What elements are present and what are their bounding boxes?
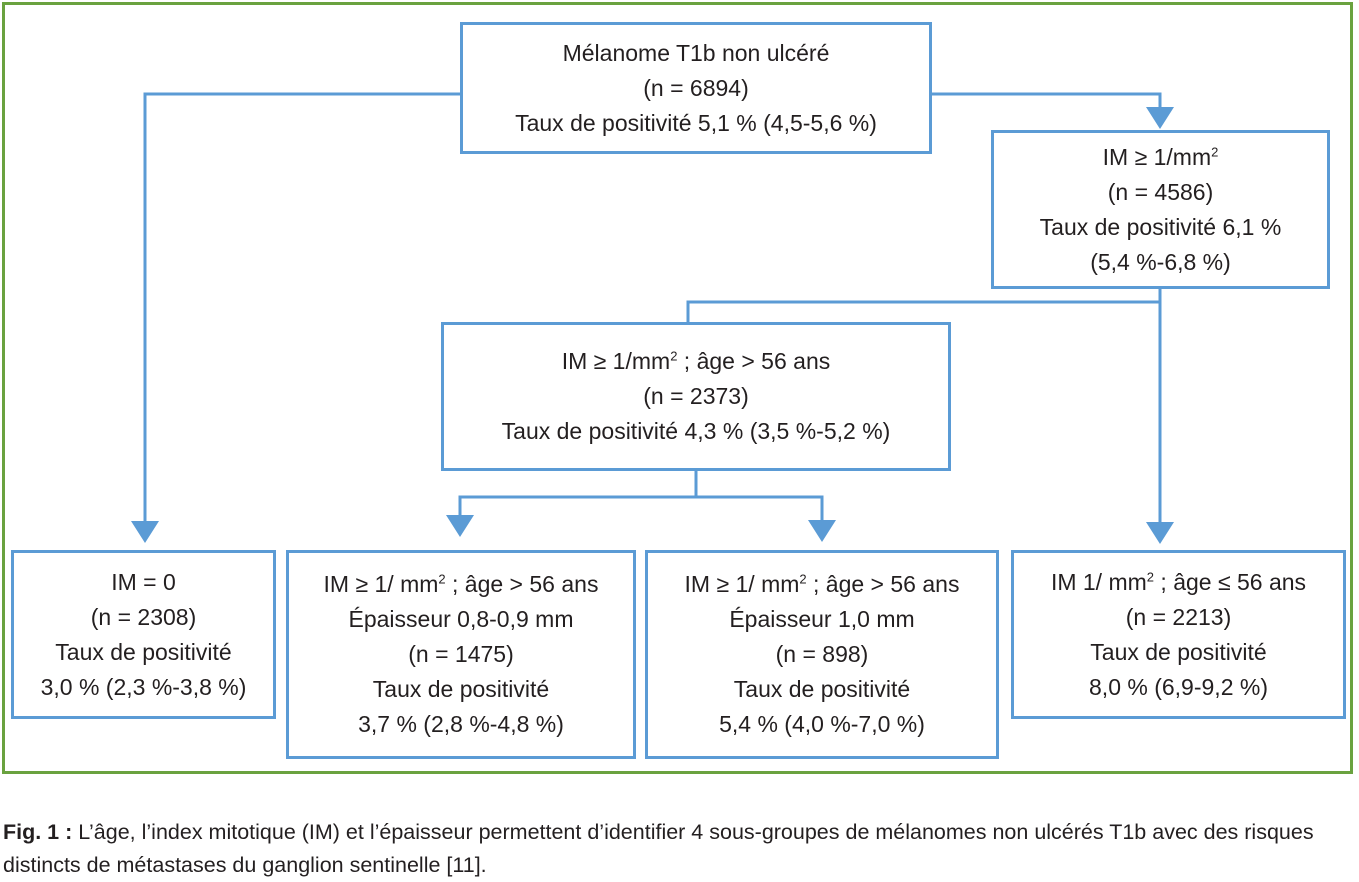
node-title [685,567,960,602]
node-rate: Taux de positivité [733,676,911,702]
node-count: (n = 2213) [1125,603,1232,630]
node-count: (n = 2373) [643,383,749,409]
node-title [1051,565,1306,600]
unit-superscript: 2 [1211,143,1219,159]
node-count: (n = 1475) [408,641,514,667]
leaf-thick-08-node [286,550,636,759]
figure-caption [3,816,1355,882]
connector-root-to-im-ge1 [931,94,1160,110]
caption-text: L’âge, l’index mitotique (IM) et l’épaisseur permettent d’identifier 4 sous-groupes de mélanomes non ulcérés T1b avec des risques distincts de métastases du ganglion sentinelle [11]. [3,820,1314,877]
im-ge1-age-gt56-node [441,322,951,471]
caption-label: Fig. 1 : [3,820,73,844]
node-title-age: ; âge > 56 ans [806,571,960,597]
node-title-age: ; âge > 56 ans [445,571,599,597]
node-rate: Taux de positivité 5,1 % (4,5-5,6 %) [515,109,877,136]
arrowhead-thick-10 [808,520,836,542]
unit-superscript: 2 [799,571,807,587]
unit-superscript: 2 [670,348,678,364]
arrowhead-im0 [131,521,159,543]
node-ci: 3,7 % (2,8 %-4,8 %) [358,711,564,737]
node-rate: Taux de positivité 6,1 % [1039,213,1282,240]
node-title: Mélanome T1b non ulcéré [562,39,830,66]
node-thickness: Épaisseur 0,8-0,9 mm [348,606,574,632]
node-title: IM = 0 [111,568,176,595]
arrowhead-age-le56 [1146,522,1174,544]
node-title [1103,140,1219,175]
root-node [460,22,932,154]
node-title-text: IM ≥ 1/mm [1102,143,1212,170]
node-title-text: IM ≥ 1/ mm [684,571,800,597]
leaf-im0-node [11,550,276,719]
node-rate: Taux de positivité 4,3 % (3,5 %-5,2 %) [501,418,891,444]
unit-superscript: 2 [438,571,446,587]
node-title-age: ; âge > 56 ans [677,348,831,374]
node-thickness: Épaisseur 1,0 mm [729,606,915,632]
node-title [324,567,599,602]
node-count: (n = 4586) [1107,178,1214,205]
node-rate: Taux de positivité [1090,638,1267,665]
node-ci: 8,0 % (6,9-9,2 %) [1089,673,1268,700]
node-rate: Taux de positivité [372,676,550,702]
leaf-age-le56-node [1011,550,1346,719]
arrowhead-im-ge1 [1146,107,1174,129]
node-count: (n = 898) [775,641,869,667]
node-ci: (5,4 %-6,8 %) [1090,248,1231,275]
unit-superscript: 2 [1146,568,1155,584]
node-title-text: IM 1/ mm [1050,568,1147,595]
im-ge1-node [991,130,1330,289]
node-title [562,344,831,379]
connector-im-ge1-to-age-gt56 [688,302,1160,324]
node-ci: 3,0 % (2,3 %-3,8 %) [40,673,247,700]
node-title-text: IM ≥ 1/ mm [323,571,439,597]
node-rate: Taux de positivité [55,638,232,665]
node-ci: 5,4 % (4,0 %-7,0 %) [719,711,925,737]
leaf-thick-10-node [645,550,999,759]
node-title-age: ; âge ≤ 56 ans [1154,568,1307,595]
node-count: (n = 6894) [643,74,749,101]
arrowhead-thick-08 [446,515,474,537]
node-title-text: IM ≥ 1/mm [561,348,671,374]
connector-root-to-im0 [145,94,462,522]
connector-age-gt56-split [460,469,822,520]
node-count: (n = 2308) [90,603,197,630]
